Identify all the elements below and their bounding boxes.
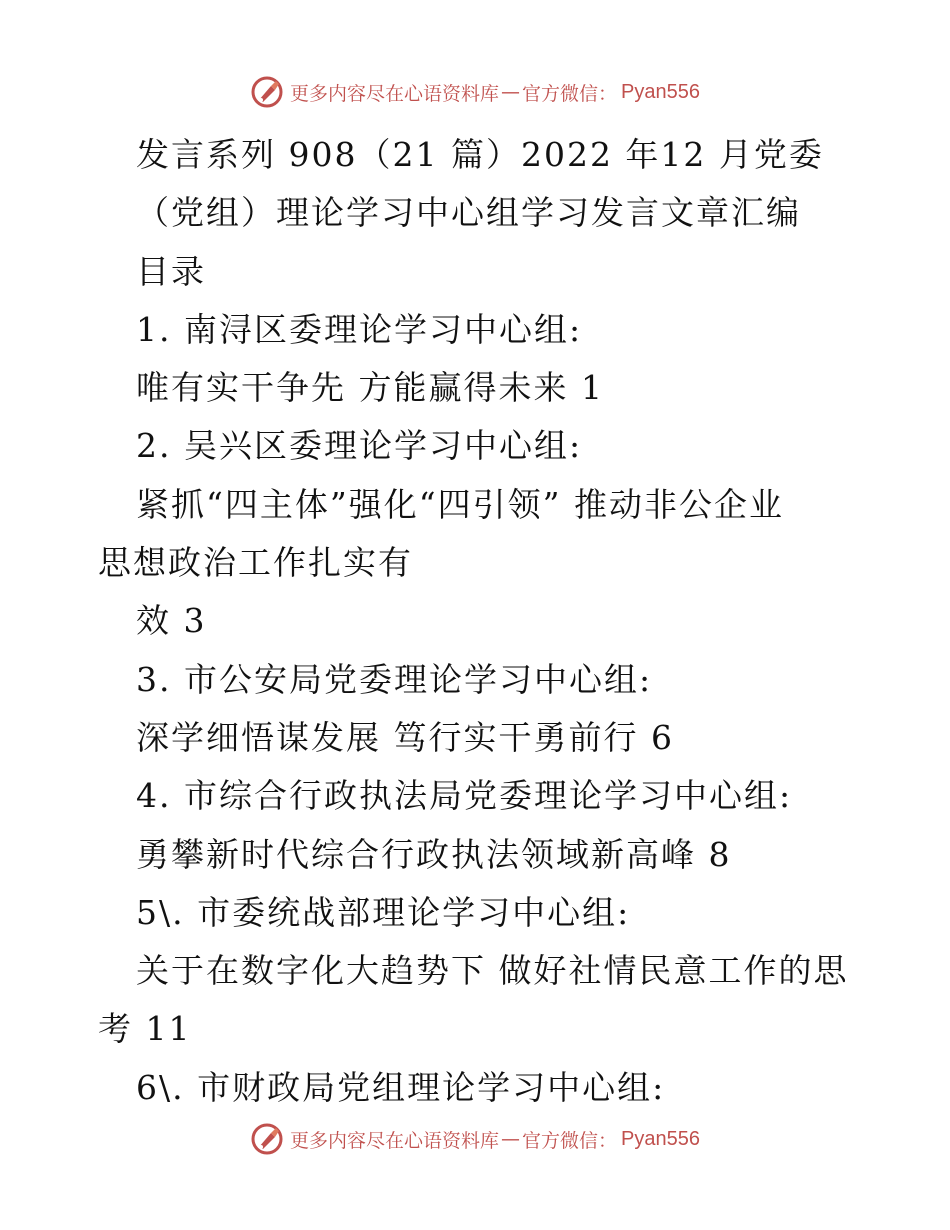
banner-tagline: 更多内容尽在心语资料库 [290, 82, 500, 105]
document-line: 发言系列 908（21 篇）2022 年12 月党委 [136, 135, 824, 174]
document-body [98, 126, 858, 1117]
header-watermark-banner [0, 70, 950, 114]
footer-watermark-banner [0, 1117, 950, 1161]
banner-separator: — [501, 81, 521, 103]
banner-wechat-id: Pyan556 [621, 80, 700, 103]
document-line: 6\. 市财政局党组理论学习中心组: [136, 1067, 666, 1107]
document-line: 紧抓“四主体”强化“四引领” 推动非公企业 [136, 484, 784, 524]
document-line: 唯有实干争先 方能赢得未来 1 [136, 368, 604, 408]
document-line: 2. 吴兴区委理论学习中心组: [136, 426, 583, 466]
banner-wechat-label: 官方微信： [522, 82, 618, 105]
pen-nib-logo-icon [250, 1122, 284, 1156]
document-line: 5\. 市委统战部理论学习中心组: [136, 892, 631, 932]
document-line: 关于在数字化大趋势下 做好社情民意工作的思 [136, 951, 849, 991]
document-line: 4. 市综合行政执法局党委理论学习中心组: [136, 776, 793, 816]
document-line: 目录 [136, 251, 206, 291]
banner-wechat-id: Pyan556 [621, 1127, 700, 1150]
banner-separator: — [501, 1128, 521, 1150]
document-line: 效 3 [136, 601, 207, 641]
pen-nib-logo-icon [250, 75, 284, 109]
document-line: （党组）理论学习中心组学习发言文章汇编 [136, 193, 801, 233]
document-line: 1. 南浔区委理论学习中心组: [136, 309, 583, 349]
document-line: 勇攀新时代综合行政执法领域新高峰 8 [136, 834, 732, 874]
document-line: 思想政治工作扎实有 [98, 543, 413, 583]
document-line: 3. 市公安局党委理论学习中心组: [136, 659, 653, 699]
banner-tagline: 更多内容尽在心语资料库 [290, 1129, 500, 1152]
banner-wechat-label: 官方微信： [522, 1129, 618, 1152]
document-line: 深学细悟谋发展 笃行实干勇前行 6 [136, 717, 674, 757]
document-line: 考 11 [98, 1009, 192, 1049]
